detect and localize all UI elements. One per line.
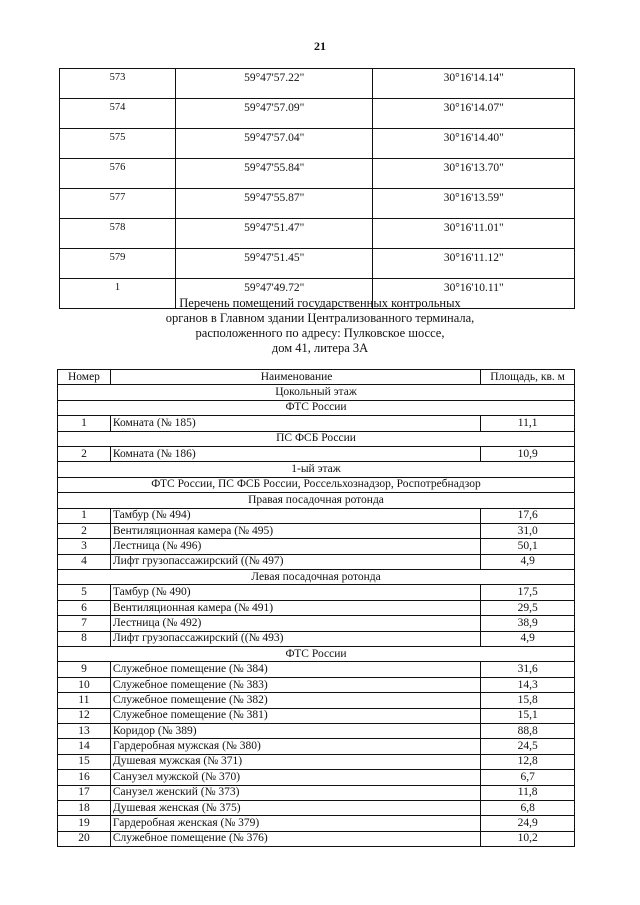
room-number: 12 [58, 708, 111, 723]
room-number: 20 [58, 831, 111, 846]
table-row [58, 800, 575, 815]
room-number: 10 [58, 677, 111, 692]
room-number: 11 [58, 693, 111, 708]
table-row [58, 616, 575, 631]
table-row [58, 723, 575, 738]
section-row [58, 493, 575, 508]
table-row [58, 631, 575, 646]
longitude: 30°16'10.11" [373, 279, 575, 309]
table-row [58, 508, 575, 523]
room-name: Лифт грузопассажирский ((№ 497) [110, 554, 480, 569]
heading-line: Перечень помещений государственных контрольных [179, 296, 461, 310]
table-row [58, 816, 575, 831]
room-number: 8 [58, 631, 111, 646]
section-title: Правая посадочная ротонда [58, 493, 575, 508]
point-number: 575 [60, 129, 176, 159]
room-number: 2 [58, 523, 111, 538]
room-number: 15 [58, 754, 111, 769]
room-number: 17 [58, 785, 111, 800]
section-title: ПС ФСБ России [58, 431, 575, 446]
room-name: Тамбур (№ 490) [110, 585, 480, 600]
longitude: 30°16'14.07" [373, 99, 575, 129]
latitude: 59°47'57.09" [175, 99, 373, 129]
room-area: 50,1 [481, 539, 575, 554]
section-title: ФТС России [58, 647, 575, 662]
coordinate-row [60, 69, 575, 99]
heading-line: дом 41, литера 3А [271, 341, 369, 355]
room-number: 14 [58, 739, 111, 754]
longitude: 30°16'14.14" [373, 69, 575, 99]
room-area: 10,9 [481, 446, 575, 461]
section-row [58, 385, 575, 400]
room-area: 31,0 [481, 523, 575, 538]
latitude: 59°47'51.45" [175, 249, 373, 279]
room-area: 88,8 [481, 723, 575, 738]
room-name: Вентиляционная камера (№ 491) [110, 600, 480, 615]
longitude: 30°16'13.59" [373, 189, 575, 219]
room-number: 13 [58, 723, 111, 738]
section-row [58, 462, 575, 477]
table-row [58, 523, 575, 538]
table-row [58, 708, 575, 723]
room-area: 6,7 [481, 770, 575, 785]
section-title: 1-ый этаж [58, 462, 575, 477]
room-area: 11,1 [481, 416, 575, 431]
room-area: 17,5 [481, 585, 575, 600]
room-area: 38,9 [481, 616, 575, 631]
table-row [58, 785, 575, 800]
room-name: Душевая мужская (№ 371) [110, 754, 480, 769]
coordinate-row [60, 189, 575, 219]
point-number: 574 [60, 99, 176, 129]
room-name: Служебное помещение (№ 383) [110, 677, 480, 692]
header-name: Наименование [110, 370, 480, 385]
room-area: 15,8 [481, 693, 575, 708]
latitude: 59°47'55.84" [175, 159, 373, 189]
coordinates-table [59, 68, 575, 309]
rooms-table [57, 369, 575, 847]
room-name: Служебное помещение (№ 381) [110, 708, 480, 723]
point-number: 577 [60, 189, 176, 219]
room-name: Тамбур (№ 494) [110, 508, 480, 523]
room-number: 18 [58, 800, 111, 815]
point-number: 576 [60, 159, 176, 189]
room-area: 11,8 [481, 785, 575, 800]
room-number: 7 [58, 616, 111, 631]
room-name: Санузел мужской (№ 370) [110, 770, 480, 785]
section-heading [0, 296, 640, 356]
section-row [58, 647, 575, 662]
header-area: Площадь, кв. м [481, 370, 575, 385]
longitude: 30°16'11.12" [373, 249, 575, 279]
room-name: Лестница (№ 496) [110, 539, 480, 554]
room-number: 2 [58, 446, 111, 461]
heading-line: расположенного по адресу: Пулковское шоссе, [195, 326, 445, 340]
room-name: Служебное помещение (№ 382) [110, 693, 480, 708]
section-title: Левая посадочная ротонда [58, 570, 575, 585]
room-name: Вентиляционная камера (№ 495) [110, 523, 480, 538]
room-name: Лифт грузопассажирский ((№ 493) [110, 631, 480, 646]
section-title: ФТС России [58, 400, 575, 415]
section-title: ФТС России, ПС ФСБ России, Россельхознадзор, Роспотребнадзор [58, 477, 575, 492]
longitude: 30°16'13.70" [373, 159, 575, 189]
room-number: 6 [58, 600, 111, 615]
table-row [58, 754, 575, 769]
point-number: 573 [60, 69, 176, 99]
table-row [58, 416, 575, 431]
table-row [58, 662, 575, 677]
heading-line: органов в Главном здании Централизованного терминала, [165, 311, 475, 325]
point-number: 579 [60, 249, 176, 279]
room-area: 24,9 [481, 816, 575, 831]
latitude: 59°47'49.72" [175, 279, 373, 309]
room-number: 16 [58, 770, 111, 785]
room-area: 14,3 [481, 677, 575, 692]
room-area: 29,5 [481, 600, 575, 615]
room-area: 10,2 [481, 831, 575, 846]
table-row [58, 739, 575, 754]
coordinate-row [60, 129, 575, 159]
room-area: 15,1 [481, 708, 575, 723]
room-area: 17,6 [481, 508, 575, 523]
room-number: 5 [58, 585, 111, 600]
room-name: Коридор (№ 389) [110, 723, 480, 738]
point-number: 578 [60, 219, 176, 249]
table-row [58, 677, 575, 692]
room-number: 19 [58, 816, 111, 831]
room-area: 4,9 [481, 554, 575, 569]
room-area: 12,8 [481, 754, 575, 769]
room-area: 31,6 [481, 662, 575, 677]
room-number: 1 [58, 416, 111, 431]
section-title: Цокольный этаж [58, 385, 575, 400]
section-row [58, 477, 575, 492]
room-name: Душевая женская (№ 375) [110, 800, 480, 815]
room-name: Служебное помещение (№ 376) [110, 831, 480, 846]
room-name: Комната (№ 186) [110, 446, 480, 461]
longitude: 30°16'11.01" [373, 219, 575, 249]
header-number: Номер [58, 370, 111, 385]
page-number: 21 [314, 39, 326, 53]
coordinate-row [60, 249, 575, 279]
room-name: Лестница (№ 492) [110, 616, 480, 631]
room-number: 4 [58, 554, 111, 569]
room-name: Гардеробная мужская (№ 380) [110, 739, 480, 754]
room-area: 4,9 [481, 631, 575, 646]
table-row [58, 600, 575, 615]
table-row [58, 554, 575, 569]
section-row [58, 570, 575, 585]
section-row [58, 431, 575, 446]
room-number: 1 [58, 508, 111, 523]
table-row [58, 770, 575, 785]
table-header-row [58, 370, 575, 385]
coordinate-row [60, 159, 575, 189]
room-number: 9 [58, 662, 111, 677]
latitude: 59°47'55.87" [175, 189, 373, 219]
table-row [58, 539, 575, 554]
coordinate-row [60, 99, 575, 129]
latitude: 59°47'57.22" [175, 69, 373, 99]
point-number: 1 [60, 279, 176, 309]
room-area: 24,5 [481, 739, 575, 754]
section-row [58, 400, 575, 415]
latitude: 59°47'57.04" [175, 129, 373, 159]
room-area: 6,8 [481, 800, 575, 815]
longitude: 30°16'14.40" [373, 129, 575, 159]
table-row [58, 831, 575, 846]
coordinate-row [60, 219, 575, 249]
table-row [58, 446, 575, 461]
table-row [58, 693, 575, 708]
table-row [58, 585, 575, 600]
room-number: 3 [58, 539, 111, 554]
room-name: Санузел женский (№ 373) [110, 785, 480, 800]
room-name: Служебное помещение (№ 384) [110, 662, 480, 677]
room-name: Гардеробная женская (№ 379) [110, 816, 480, 831]
latitude: 59°47'51.47" [175, 219, 373, 249]
room-name: Комната (№ 185) [110, 416, 480, 431]
